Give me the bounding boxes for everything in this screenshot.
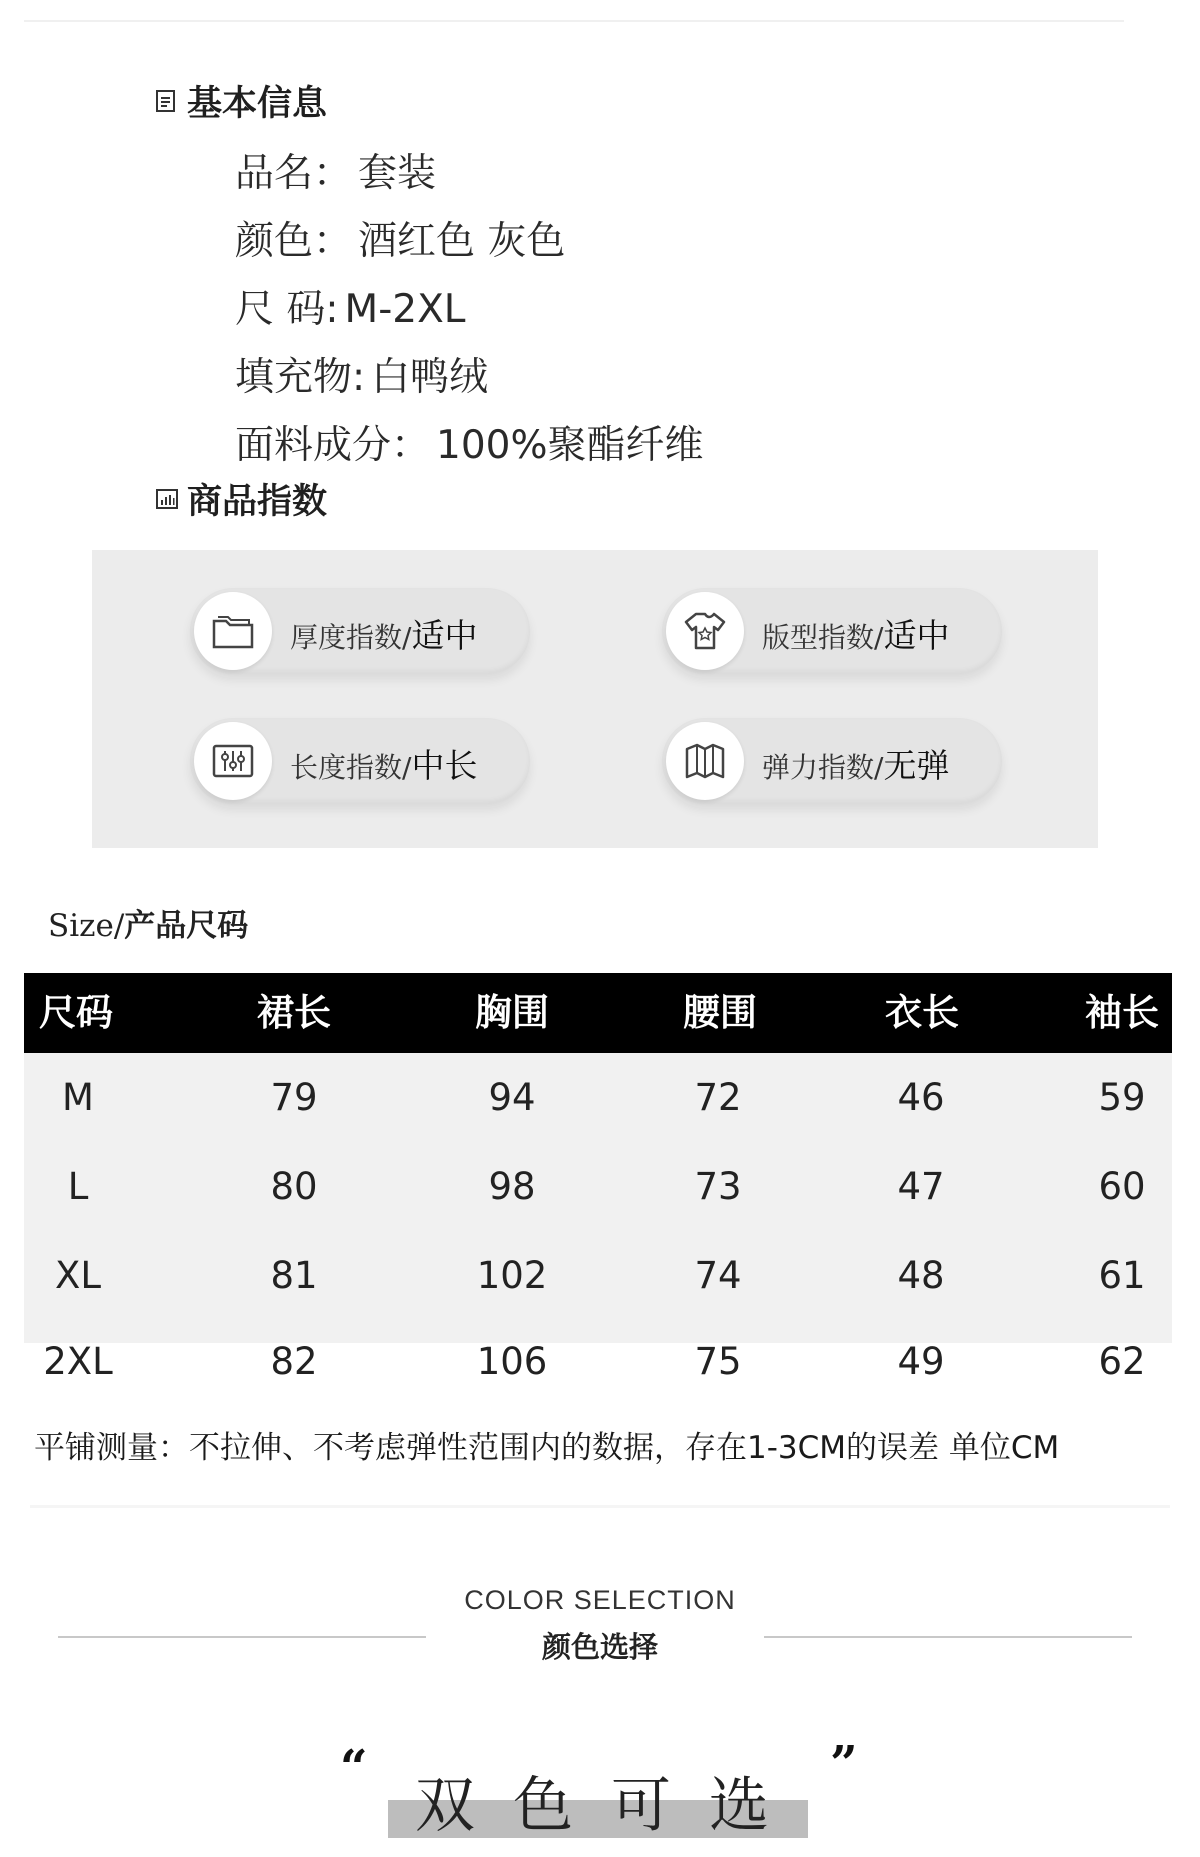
index-pill-elasticity bbox=[662, 718, 1002, 804]
header-cell: 袖长 bbox=[1085, 991, 1159, 1034]
info-row-filling bbox=[235, 346, 488, 402]
index-pill-thickness bbox=[190, 588, 530, 674]
table-row bbox=[24, 1317, 1172, 1406]
ruler-icon bbox=[194, 722, 272, 800]
info-value: 套装 bbox=[358, 151, 437, 196]
index-value: 适中 bbox=[883, 616, 950, 655]
table-cell: 74 bbox=[694, 1254, 742, 1297]
indices-heading bbox=[155, 474, 327, 524]
top-divider bbox=[24, 20, 1124, 22]
table-cell: 82 bbox=[270, 1340, 318, 1383]
table-cell: 73 bbox=[694, 1165, 742, 1208]
table-cell: 61 bbox=[1098, 1254, 1146, 1297]
table-cell: 49 bbox=[897, 1340, 945, 1383]
info-label: 尺 码: bbox=[235, 287, 339, 332]
info-row-fabric bbox=[235, 414, 704, 470]
table-cell: 80 bbox=[270, 1165, 318, 1208]
size-title-cn: 产品尺码 bbox=[124, 908, 249, 944]
info-label: 颜色： bbox=[235, 219, 353, 264]
header-cell: 裙长 bbox=[257, 991, 331, 1034]
info-value: 酒红色 灰色 bbox=[358, 219, 566, 264]
info-label: 品名： bbox=[235, 151, 353, 196]
table-cell: 72 bbox=[694, 1076, 742, 1119]
table-cell: 81 bbox=[270, 1254, 318, 1297]
index-label: 厚度指数/ bbox=[290, 621, 412, 654]
tshirt-icon bbox=[666, 592, 744, 670]
index-pill-length bbox=[190, 718, 530, 804]
index-label: 版型指数/ bbox=[762, 621, 884, 654]
header-cell: 尺码 bbox=[39, 991, 113, 1034]
chart-icon bbox=[155, 487, 177, 511]
info-value: 白鸭绒 bbox=[371, 355, 489, 400]
info-row-name bbox=[235, 142, 436, 198]
size-table-header bbox=[24, 973, 1172, 1053]
table-cell: 94 bbox=[488, 1076, 536, 1119]
info-row-size bbox=[235, 278, 466, 334]
index-label: 弹力指数/ bbox=[762, 751, 884, 784]
two-colors-headline: 双色可选 bbox=[415, 1771, 807, 1841]
open-quote: “ bbox=[340, 1740, 368, 1796]
size-title-latin: Size/ bbox=[48, 908, 125, 944]
basic-info-heading bbox=[155, 76, 327, 126]
info-row-color bbox=[235, 210, 565, 266]
table-cell: 46 bbox=[897, 1076, 945, 1119]
table-cell: XL bbox=[55, 1254, 101, 1297]
table-cell: M bbox=[62, 1076, 94, 1119]
table-cell: 2XL bbox=[43, 1340, 113, 1383]
info-value: M-2XL bbox=[344, 287, 466, 332]
table-row bbox=[24, 1231, 1172, 1320]
indices-title: 商品指数 bbox=[187, 482, 328, 522]
document-icon bbox=[155, 89, 177, 113]
info-label: 面料成分： bbox=[235, 423, 431, 468]
indices-panel bbox=[92, 550, 1098, 848]
header-cell: 腰围 bbox=[683, 991, 757, 1034]
stretch-icon bbox=[666, 722, 744, 800]
size-table-body bbox=[24, 1053, 1172, 1383]
size-section-title bbox=[48, 900, 248, 945]
header-cell: 胸围 bbox=[475, 991, 549, 1034]
table-cell: L bbox=[67, 1165, 89, 1208]
table-row bbox=[24, 1053, 1172, 1142]
table-cell: 98 bbox=[488, 1165, 536, 1208]
info-label: 填充物: bbox=[235, 355, 366, 400]
folder-icon bbox=[194, 592, 272, 670]
color-selection-title-cn: 颜色选择 bbox=[541, 1630, 658, 1664]
info-value: 100%聚酯纤维 bbox=[436, 423, 704, 468]
table-cell: 106 bbox=[476, 1340, 548, 1383]
table-cell: 48 bbox=[897, 1254, 945, 1297]
color-selection-title-en: COLOR SELECTION bbox=[464, 1585, 736, 1615]
table-cell: 79 bbox=[270, 1076, 318, 1119]
table-row bbox=[24, 1142, 1172, 1231]
table-cell: 75 bbox=[694, 1340, 742, 1383]
table-cell: 62 bbox=[1098, 1340, 1146, 1383]
index-value: 适中 bbox=[411, 616, 478, 655]
two-colors-banner bbox=[340, 1736, 860, 1850]
index-value: 无弹 bbox=[883, 746, 950, 785]
measurement-note: 平铺测量：不拉伸、不考虑弹性范围内的数据，存在1-3CM的误差 单位CM bbox=[34, 1430, 1060, 1466]
index-label: 长度指数/ bbox=[290, 751, 412, 784]
basic-info-title: 基本信息 bbox=[187, 84, 328, 124]
section-divider bbox=[30, 1505, 1170, 1508]
table-cell: 47 bbox=[897, 1165, 945, 1208]
table-cell: 60 bbox=[1098, 1165, 1146, 1208]
close-quote: ” bbox=[830, 1736, 858, 1792]
table-cell: 59 bbox=[1098, 1076, 1146, 1119]
size-table bbox=[24, 973, 1172, 1383]
index-value: 中长 bbox=[411, 746, 478, 785]
table-cell: 102 bbox=[476, 1254, 548, 1297]
index-pill-fit bbox=[662, 588, 1002, 674]
header-cell: 衣长 bbox=[885, 991, 959, 1034]
